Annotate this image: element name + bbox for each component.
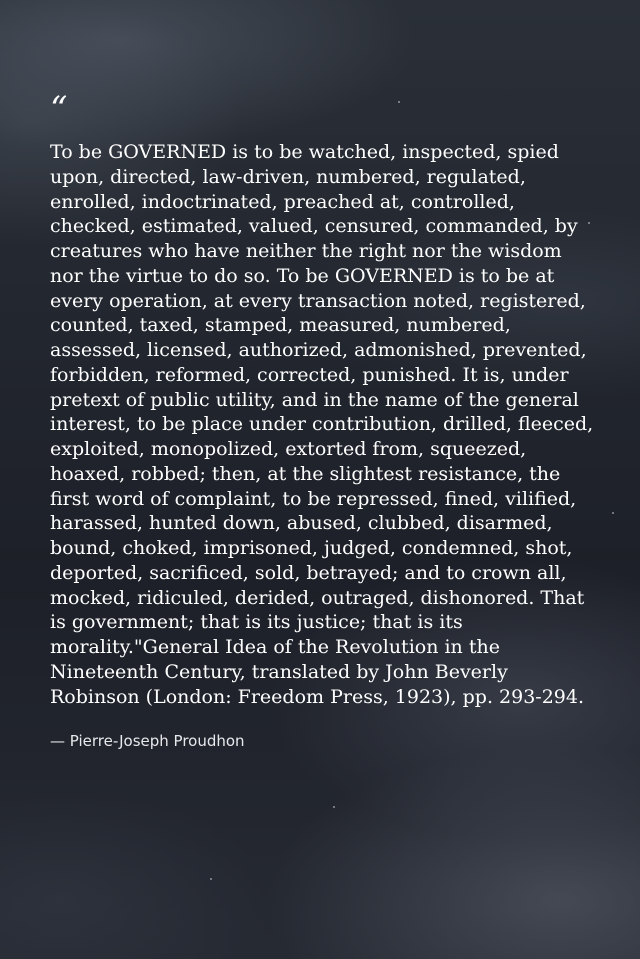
open-quote-icon: “ [50,89,68,129]
star [612,512,614,514]
quote-card [50,89,598,751]
star [210,878,212,880]
quote-attribution: — Pierre-Joseph Proudhon [50,732,245,751]
quote-text: To be GOVERNED is to be watched, inspected, spied upon, directed, law-driven, numbered, regulated, enrolled, indoctrinated, preached at, controlled, checked, estimated, valued, censured, commanded, by creatures who have neither the right nor the wisdom nor the virtue to do so. To be GOVERNED is to be at every operation, at every transaction noted, registered, counted, taxed, stamped, measured, numbered, assessed, licensed, authorized, admonished, prevented, forbidden, reformed, corrected, punished. It is, under pretext of public utility, and in the name of the general interest, to be place under contribution, drilled, fleeced, exploited, monopolized, extorted from, squeezed, hoaxed, robbed; then, at the slightest resistance, the first word of complaint, to be repressed, fined, vilified, harassed, hunted down, abused, clubbed, disarmed, bound, choked, imprisoned, judged, condemned, shot, deported, sacrificed, sold, betrayed; and to crown all, mocked, ridiculed, derided, outraged, dishonored. That is government; that is its justice; that is its morality."General Idea of the Revolution in the Nineteenth Century, translated by John Beverly Robinson (London: Freedom Press, 1923), pp. 293-294. [50,141,594,708]
star [333,806,335,808]
